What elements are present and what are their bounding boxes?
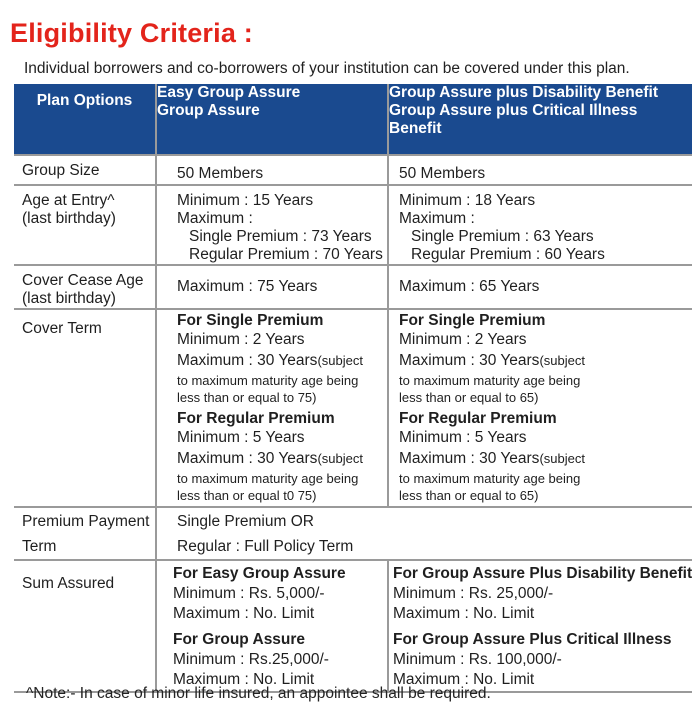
row-age-at-entry bbox=[14, 185, 692, 265]
value-sum-assured-col3: For Group Assure Plus Disability Benefit Minimum : Rs. 25,000/- Maximum : No. Limit For Group Assure Plus Critical Illness Minimum : Rs. 100,000/- Maximum : No. Limit bbox=[388, 560, 692, 692]
value-group-size-col2: 50 Members bbox=[156, 155, 388, 185]
label-sum-assured: Sum Assured bbox=[14, 560, 156, 692]
table-header-row bbox=[14, 84, 692, 155]
label-group-size: Group Size bbox=[14, 155, 156, 185]
row-sum-assured bbox=[14, 560, 692, 692]
label-cover-term: Cover Term bbox=[14, 309, 156, 507]
row-premium-payment-term bbox=[14, 507, 692, 560]
header-plan-options: Plan Options bbox=[14, 84, 156, 155]
row-cover-cease-age bbox=[14, 265, 692, 309]
row-group-size bbox=[14, 155, 692, 185]
value-age-at-entry-col2: Minimum : 15 Years Maximum : Single Premium : 73 Years Regular Premium : 70 Years bbox=[156, 185, 388, 265]
value-age-at-entry-col3: Minimum : 18 Years Maximum : Single Premium : 63 Years Regular Premium : 60 Years bbox=[388, 185, 692, 265]
eligibility-table bbox=[14, 84, 692, 693]
row-cover-term bbox=[14, 309, 692, 507]
label-premium-payment-term: Premium Payment Term bbox=[14, 507, 156, 560]
value-premium-payment-term: Single Premium OR Regular : Full Policy Term bbox=[156, 507, 692, 560]
value-cover-term-col2: For Single Premium Minimum : 2 Years Maximum : 30 Years(subject to maximum maturity age being less than or equal to 75) For Regular Premium Minimum : 5 Years Maximum : 30 Years(subject to maximum maturity age being less than or equal t0 75) bbox=[156, 309, 388, 507]
value-group-size-col3: 50 Members bbox=[388, 155, 692, 185]
value-cover-cease-col2: Maximum : 75 Years bbox=[156, 265, 388, 309]
page-subtitle: Individual borrowers and co-borrowers of your institution can be covered under this plan. bbox=[24, 60, 630, 77]
value-cover-cease-col3: Maximum : 65 Years bbox=[388, 265, 692, 309]
label-age-at-entry: Age at Entry^ (last birthday) bbox=[14, 185, 156, 265]
value-sum-assured-col2: For Easy Group Assure Minimum : Rs. 5,000/- Maximum : No. Limit For Group Assure Minimum : Rs.25,000/- Maximum : No. Limit bbox=[156, 560, 388, 692]
footnote: ^Note:- In case of minor life insured, an appointee shall be required. bbox=[26, 685, 491, 702]
label-cover-cease-age: Cover Cease Age (last birthday) bbox=[14, 265, 156, 309]
header-easy-group-assure: Easy Group Assure Group Assure bbox=[156, 84, 388, 155]
header-group-assure-plus: Group Assure plus Disability Benefit Group Assure plus Critical Illness Benefit bbox=[388, 84, 692, 155]
page-title: Eligibility Criteria : bbox=[10, 18, 253, 48]
value-cover-term-col3: For Single Premium Minimum : 2 Years Maximum : 30 Years(subject to maximum maturity age being less than or equal to 65) For Regular Premium Minimum : 5 Years Maximum : 30 Years(subject to maximum maturity age being less than or equal to 65) bbox=[388, 309, 692, 507]
